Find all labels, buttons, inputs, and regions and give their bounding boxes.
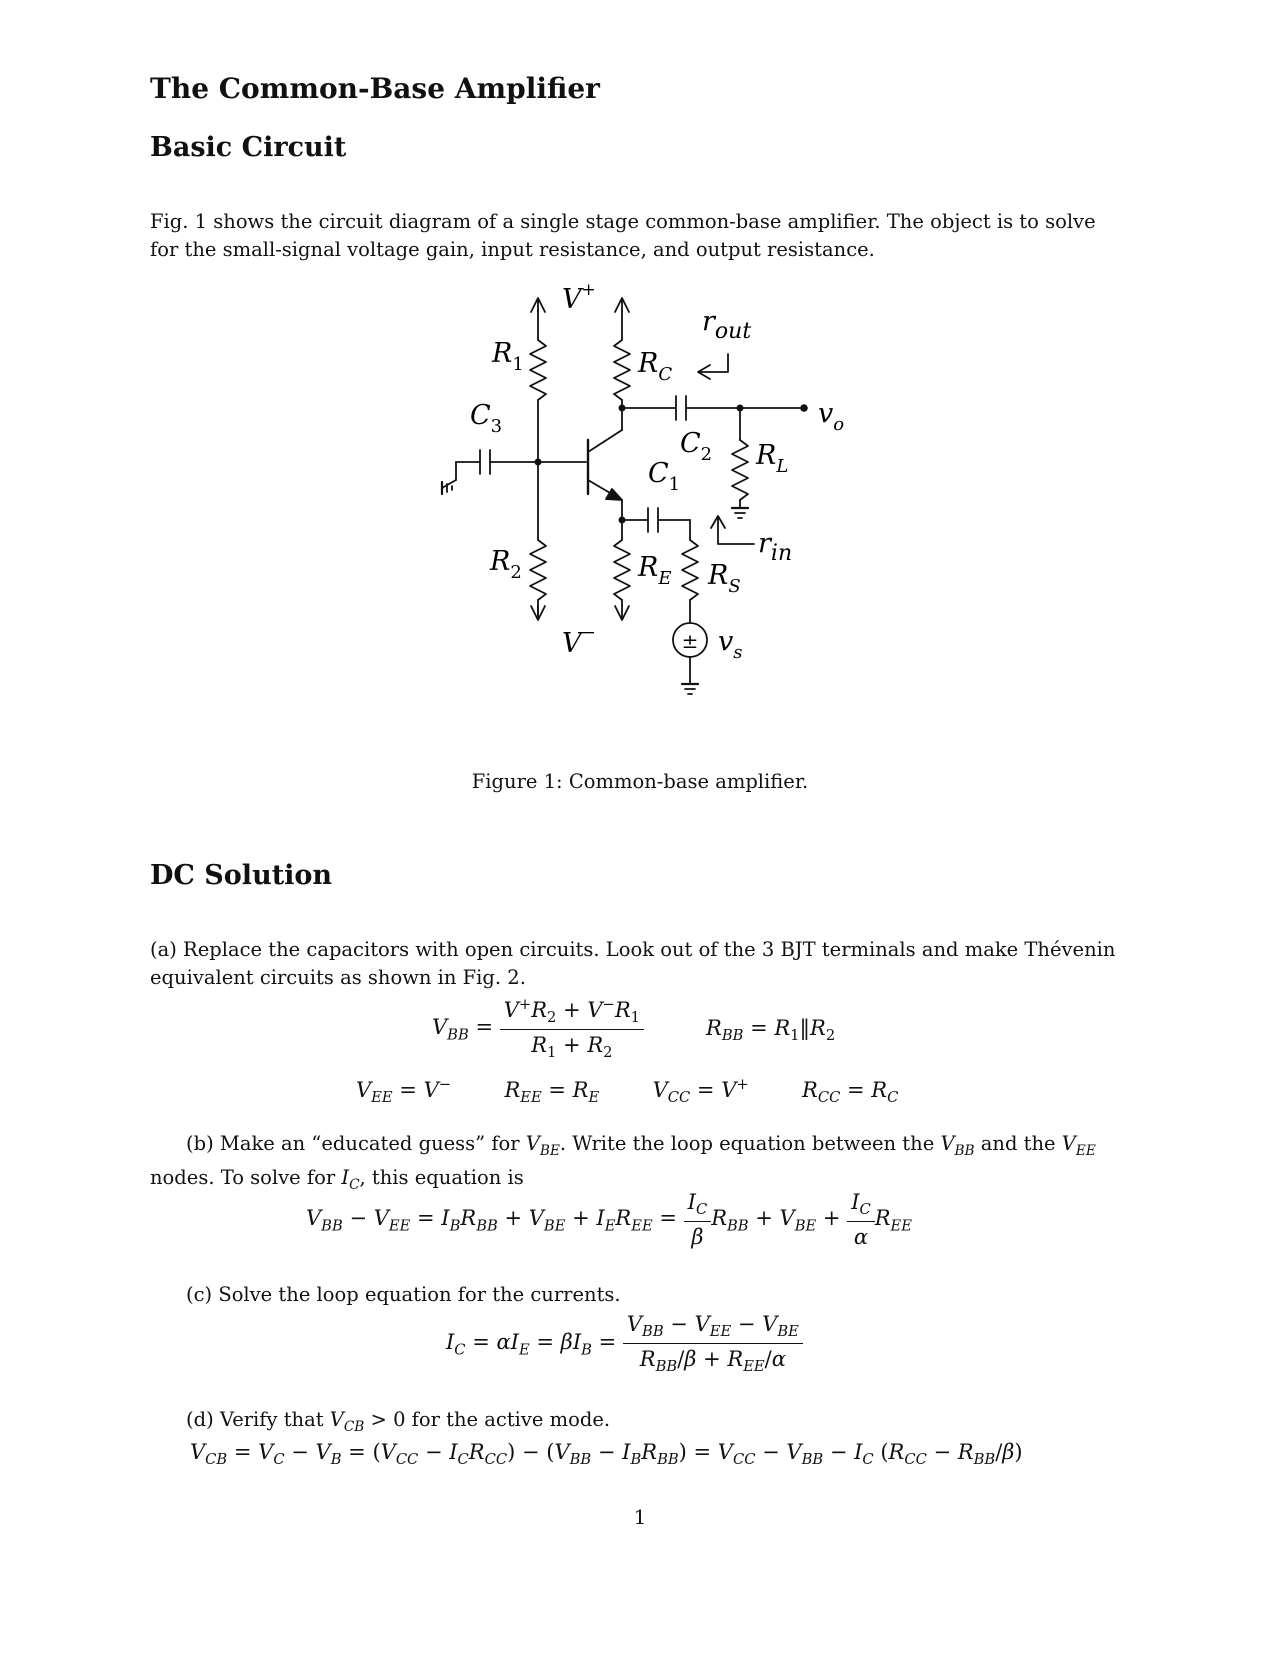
figure-caption: Figure 1: Common-base amplifier.	[471, 770, 809, 793]
source-sign: ±	[681, 629, 699, 653]
rout-arrow-icon	[698, 354, 728, 379]
section-heading-basic-circuit: Basic Circuit	[150, 132, 347, 163]
label-rl: $R_L$	[756, 440, 789, 477]
rin-arrow-icon	[711, 516, 754, 544]
label-vs: $v_s$	[718, 626, 743, 663]
capacitor-c3	[456, 450, 538, 480]
equation-vcb: $V_{CB} = V_C - V_B = (V_{CC} - I_CR_{CC}) - (V_{BB} - I_BR_{BB}) = V_{CC} - V_{BB} - I_C$ $(R_{CC} - R_{BB}/\beta)$	[190, 1440, 1023, 1469]
node-collector	[619, 405, 626, 412]
resistor-r2	[530, 462, 546, 618]
equation-vbb: $V_{BB}$ = $\frac{V^+R_2 + V^-R_1}{R_1 + R_2}$	[432, 996, 644, 1061]
resistor-rl	[732, 408, 748, 508]
ground-source	[682, 684, 698, 694]
label-rc: $R_C$	[638, 348, 673, 385]
label-vplus: V+	[562, 280, 596, 315]
arrow-vminus-re	[615, 606, 629, 620]
ground-rl	[732, 508, 748, 518]
label-vo: $v_o$	[818, 398, 845, 435]
arrow-vplus-rc	[615, 298, 629, 312]
capacitor-c1	[648, 508, 690, 540]
arrow-vplus-r1	[531, 298, 545, 312]
label-vminus: V−	[562, 623, 596, 659]
label-c3: $C_3$	[470, 400, 503, 437]
label-c2: $C_2$	[680, 428, 713, 465]
equation-loop: $V_{BB} - V_{EE} = I_BR_{BB} + V_{BE} + I_ER_{EE}$ = $\frac{I_C}{\beta}$ $R_{BB} + V_{BE}$ + $\frac{I_C}{\alpha}$ $R_{EE}$	[306, 1190, 912, 1250]
step-b-paragraph: (b) Make an “educated guess” for $V_{BE}$. Write the loop equation between the $V_{BB}$ and the $V_{EE}$ nodes. To solve for $I_C$, this equation is	[150, 1131, 1096, 1194]
resistor-rs	[682, 540, 698, 622]
label-rs: $R_S$	[708, 560, 741, 597]
step-d-paragraph: (d) Verify that $V_{CB} > 0$ for the active mode.	[186, 1407, 611, 1435]
equation-vee-ree-vcc-rcc: $V_{EE} = V^-$ $R_{EE} = R_E$ $V_{CC} = V^+$ $R_{CC} = R_C$	[356, 1076, 899, 1107]
node-output	[737, 405, 744, 412]
step-c-paragraph: (c) Solve the loop equation for the currents.	[186, 1282, 621, 1306]
page-number: 1	[633, 1505, 647, 1529]
step-a-paragraph: (a) Replace the capacitors with open circuits. Look out of the 3 BJT terminals and make Thévenin equivalent circuits as shown in Fig. 2.	[150, 937, 1116, 989]
resistor-r1	[530, 310, 546, 462]
node-base	[535, 459, 542, 466]
label-r2: $R_2$	[490, 546, 522, 583]
label-r1: $R_1$	[492, 338, 524, 375]
equation-rbb: $R_{BB}$ = $R_1‖R_2$	[706, 1016, 836, 1045]
label-c1: $C_1$	[648, 458, 681, 495]
node-emitter	[619, 517, 626, 524]
resistor-rc	[614, 312, 630, 408]
resistor-re	[614, 520, 630, 606]
terminal-vo	[800, 404, 808, 412]
label-rin: $r_{in}$	[758, 528, 793, 566]
label-rout: $r_{out}$	[702, 306, 752, 344]
intro-paragraph: Fig. 1 shows the circuit diagram of a single stage common-base amplifier. The object is to solve for the small-signal voltage gain, input resistance, and output resistance.	[150, 209, 1096, 261]
bjt-transistor	[588, 430, 622, 500]
page-title: The Common-Base Amplifier	[150, 72, 600, 105]
arrow-vminus-r2	[531, 606, 545, 620]
equation-ic: $I_C = \alpha I_E = \beta I_B$ = $\frac{V_{BB} - V_{EE} - V_{BE}}{R_{BB}/\beta + R_{EE}/\alpha}$	[446, 1312, 803, 1375]
ground-left	[442, 480, 456, 494]
section-heading-dc-solution: DC Solution	[150, 860, 333, 891]
label-re: $R_E$	[638, 552, 672, 589]
